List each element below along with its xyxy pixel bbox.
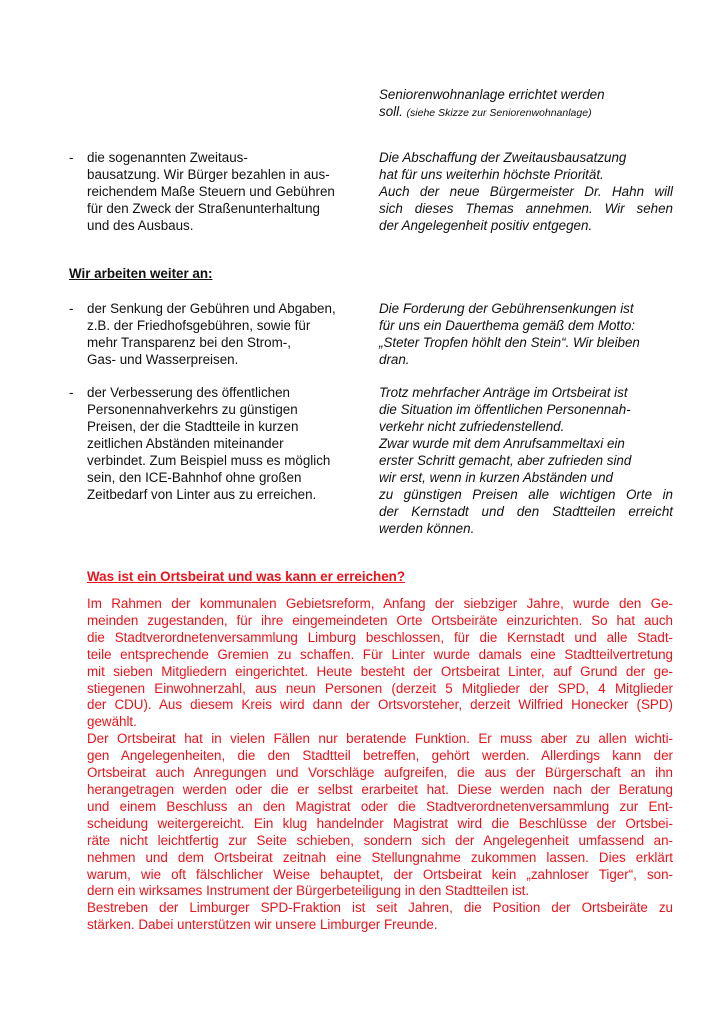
text-line: bausatzung. Wir Bürger bezahlen in aus- — [87, 167, 330, 182]
item-left-column — [87, 149, 335, 234]
info-text-line: dern ein wirksames Instrument der Bürgerbeteiligung in den Stadtteilen ist. — [87, 883, 530, 899]
text-line — [379, 103, 605, 122]
text-line: Gas- und Wasserpreisen. — [87, 352, 239, 367]
sketch-note: (siehe Skizze zur Seniorenwohnanlage) — [406, 107, 592, 119]
info-text-line: die Stadtverordnetenversammlung Limburg beschlossen, für die Kernstadt und alle Stadt- — [87, 629, 673, 645]
text-line: hat für uns weiterhin höchste Priorität. — [379, 167, 604, 182]
info-text-line: stiegenen Einwohnerzahl, aus neun Personen (derzeit 5 Mitglieder der SPD, 4 Mitglieder — [87, 680, 673, 696]
text-line: dran. — [379, 352, 410, 367]
info-text-line: räte nicht leichtfertig zur Seite schieben, sondern sich der Angelegenheit umfassend an- — [87, 832, 673, 848]
info-text-line: scheidung weitergereicht. Ein klug handelnder Magistrat wird die Beschlüsse der Ortsbei- — [87, 815, 673, 831]
text-line: zeitlichen Abständen miteinander — [87, 436, 284, 451]
text-line: wir erst, wenn in kurzen Abständen und — [379, 470, 613, 485]
text-line: verkehr nicht zufriedenstellend. — [379, 419, 565, 434]
text-line: werden können. — [379, 521, 475, 536]
text-line: „Steter Tropfen höhlt den Stein“. Wir bleiben — [379, 335, 640, 350]
info-text-line: gen Angelegenheiten, die den Stadtteil betreffen, gehört werden. Allerdings kann der — [87, 748, 673, 764]
text-span: soll. — [379, 104, 407, 119]
text-line: Die Abschaffung der Zweitausbausatzung — [379, 150, 627, 165]
info-heading: Was ist ein Ortsbeirat und was kann er erreichen? — [87, 569, 406, 584]
text-line: mehr Transparenz bei den Strom-, — [87, 335, 291, 350]
text-line: Zeitbedarf von Linter aus zu erreichen. — [87, 487, 317, 502]
text-line: der Kernstadt und den Stadtteilen erreicht — [379, 504, 673, 519]
info-text-line: Im Rahmen der kommunalen Gebietsreform, Anfang der siebziger Jahre, wurde den Ge- — [87, 596, 673, 611]
item-right-column — [379, 384, 673, 537]
text-line: zu günstigen Preisen alle wichtigen Orte in — [379, 487, 673, 502]
text-line: Die Forderung der Gebührensenkungen ist — [379, 301, 634, 316]
info-text-line: Ortsbeirat auch Anregungen und Vorschläge aufgreifen, die aus der Bürgerschaft an ihn — [87, 765, 673, 781]
info-text-line: warum, wie oft fälschlicher Weise behauptet, der Ortsbeirat kein „zahnloser Tiger“, son- — [87, 866, 673, 882]
text-line: Personennahverkehrs zu günstigen — [87, 402, 298, 417]
text-line: Trotz mehrfacher Anträge im Ortsbeirat ist — [379, 385, 628, 400]
text-line: sein, den ICE-Bahnhof ohne großen — [87, 470, 302, 485]
text-line: erster Schritt gemacht, aber zufrieden sind — [379, 453, 632, 468]
info-text-line: stärken. Dabei unterstützen wir unsere Limburger Freunde. — [87, 917, 438, 933]
text-line: z.B. der Friedhofsgebühren, sowie für — [87, 318, 311, 333]
text-line: der Senkung der Gebühren und Abgaben, — [87, 301, 336, 316]
info-body — [87, 596, 673, 934]
text-line: Zwar wurde mit dem Anrufsammeltaxi ein — [379, 436, 625, 451]
item-right-column — [379, 300, 673, 368]
info-text-line: und einem Beschluss an den Magistrat oder die Stadtverordnetenversammlung zur Ent- — [87, 798, 673, 814]
text-line: der Verbesserung des öffentlichen — [87, 385, 290, 400]
info-text-line: mit sieben Mitgliedern eingerichtet. Heute besteht der Ortsbeirat Linter, auf Grund der ge- — [87, 663, 673, 679]
text-line: Auch der neue Bürgermeister Dr. Hahn will — [379, 184, 673, 199]
info-text-line: meinden zugestanden, für ihre eingemeindeten Orte Ortsbeiräte einzurichten. So hat auch — [87, 612, 673, 628]
text-line: reichendem Maße Steuern und Gebühren — [87, 184, 335, 199]
info-box — [87, 569, 673, 934]
text-line: sich dieses Themas annehmen. Wir sehen — [379, 201, 673, 216]
text-line: die Situation im öffentlichen Personennah- — [379, 402, 631, 417]
text-line: Seniorenwohnanlage errichtet werden — [379, 87, 605, 102]
bullet-dash: - — [69, 301, 74, 316]
info-text-line: herangetragen werden oder die er selbst erarbeitet hat. Diese werden nach der Beratung — [87, 781, 673, 797]
info-text-line: nehmen und dem Ortsbeirat zeitnah eine Stellungnahme zukommen lassen. Dies erklärt — [87, 849, 673, 865]
text-line: der Angelegenheit positiv entgegen. — [379, 218, 593, 233]
bullet-dash: - — [69, 385, 74, 400]
section-heading: Wir arbeiten weiter an: — [69, 266, 213, 281]
text-line: für uns ein Dauerthema gemäß dem Motto: — [379, 318, 636, 333]
bullet-dash: - — [69, 150, 74, 165]
info-text-line: teile entsprechende Gremien zu schaffen. Für Linter wurde damals eine Stadtteilvertretung — [87, 646, 673, 662]
text-line: für den Zweck der Straßenunterhaltung — [87, 201, 320, 216]
item-left-column — [87, 384, 330, 503]
top-right-note — [379, 86, 605, 122]
text-line: die sogenannten Zweitaus- — [87, 150, 248, 165]
info-text-line: Bestreben der Limburger SPD-Fraktion ist seit Jahren, die Position der Ortsbeiräte zu — [87, 900, 673, 916]
text-line: Preisen, der die Stadtteile in kurzen — [87, 419, 299, 434]
text-line: und des Ausbaus. — [87, 218, 194, 233]
text-line: verbindet. Zum Beispiel muss es möglich — [87, 453, 331, 468]
item-left-column — [87, 300, 336, 368]
info-text-line: Der Ortsbeirat hat in vielen Fällen nur beratende Funktion. Er muss aber zu allen wichti- — [87, 731, 673, 747]
info-text-line: gewählt. — [87, 714, 137, 730]
item-right-column — [379, 149, 673, 234]
info-text-line: der CDU). Aus diesem Kreis wird dann der Ortsvorsteher, derzeit Wilfried Honecker (SPD) — [87, 697, 673, 713]
